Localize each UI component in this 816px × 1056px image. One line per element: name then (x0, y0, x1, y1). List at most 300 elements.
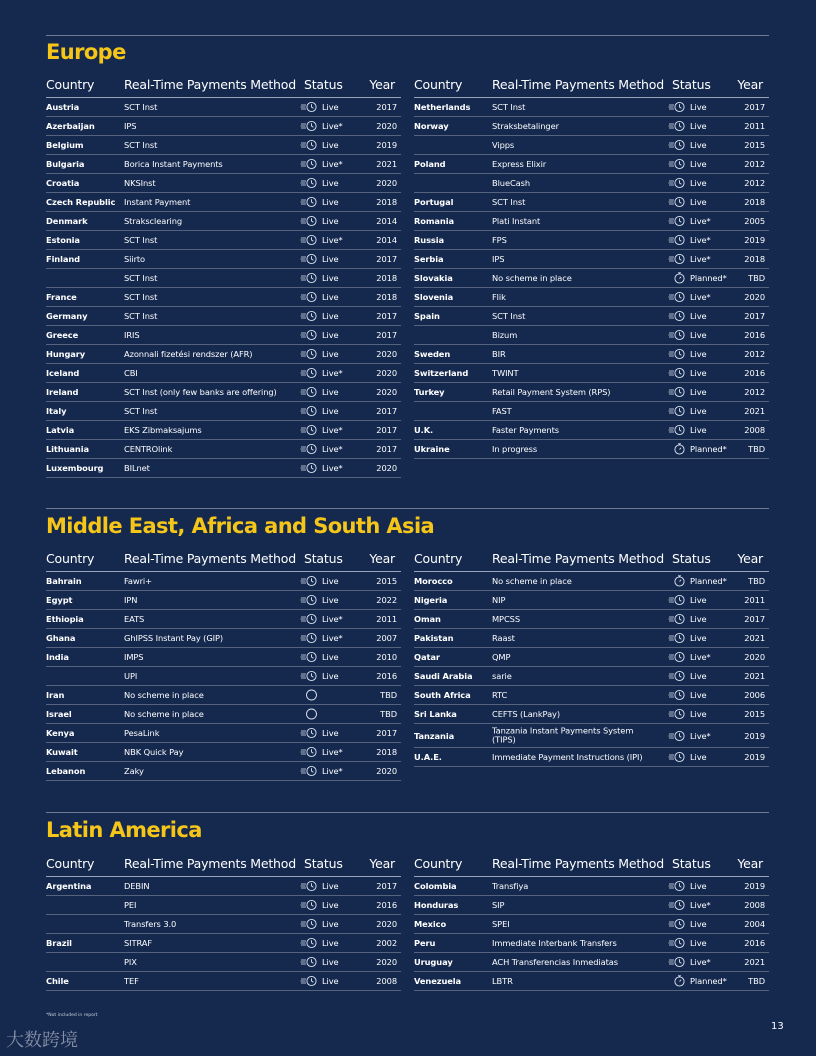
year-cell: 2010 (376, 652, 397, 662)
table-row (46, 288, 401, 307)
table-row (414, 269, 769, 288)
page-number: 13 (771, 1021, 784, 1032)
method-cell: Zaky (124, 766, 144, 776)
header-status: Status (672, 551, 711, 566)
live-status-icon (300, 348, 318, 360)
year-cell: 2008 (744, 425, 765, 435)
table-row (46, 705, 401, 724)
method-cell: ACH Transferencias Inmediatas (492, 957, 618, 967)
table-row (46, 915, 401, 934)
live-icon (668, 386, 686, 398)
method-cell: Instant Payment (124, 197, 191, 207)
header-method: Real-Time Payments Method (124, 856, 296, 871)
year-cell: 2017 (376, 102, 397, 112)
method-cell: DEBIN (124, 881, 150, 891)
live-status-icon (300, 918, 318, 930)
live-status-icon (668, 670, 686, 682)
table-row (46, 250, 401, 269)
year-cell: 2022 (376, 595, 397, 605)
status-cell: Planned* (690, 976, 727, 986)
status-cell: Live (322, 102, 339, 112)
table-europe-left (46, 72, 401, 478)
live-icon (668, 651, 686, 663)
method-cell: BIR (492, 349, 506, 359)
year-cell: 2017 (744, 614, 765, 624)
status-cell: Live* (322, 633, 343, 643)
table-row (414, 591, 769, 610)
year-cell: 2020 (376, 121, 397, 131)
table-row (414, 117, 769, 136)
status-cell: Live (322, 387, 339, 397)
method-cell: RTC (492, 690, 508, 700)
method-cell: NKSInst (124, 178, 156, 188)
year-cell: 2016 (744, 330, 765, 340)
header-country: Country (414, 856, 463, 871)
table-row (46, 591, 401, 610)
year-cell: 2020 (376, 463, 397, 473)
header-method: Real-Time Payments Method (492, 551, 664, 566)
status-cell: Live (322, 292, 339, 302)
country-cell: Turkey (414, 387, 445, 397)
live-status-icon (668, 632, 686, 644)
status-cell: Live* (322, 159, 343, 169)
live-icon (668, 918, 686, 930)
header-country: Country (46, 856, 95, 871)
live-status-icon (668, 329, 686, 341)
year-cell: 2011 (744, 121, 765, 131)
method-cell: Transfers 3.0 (124, 919, 177, 929)
year-cell: 2020 (376, 957, 397, 967)
table-row (46, 934, 401, 953)
status-cell: Live (322, 652, 339, 662)
status-cell: Live (690, 938, 707, 948)
year-cell: 2019 (744, 752, 765, 762)
table-row (46, 724, 401, 743)
table-row (46, 193, 401, 212)
status-cell: Live (690, 709, 707, 719)
table-row (46, 307, 401, 326)
year-cell: 2012 (744, 178, 765, 188)
status-cell: Live* (690, 254, 711, 264)
status-cell: Live* (322, 444, 343, 454)
live-icon (300, 880, 318, 892)
live-status-icon (668, 751, 686, 763)
live-status-icon (300, 443, 318, 455)
year-cell: 2016 (744, 938, 765, 948)
live-status-icon (300, 329, 318, 341)
country-cell: Luxembourg (46, 463, 104, 473)
method-cell: EATS (124, 614, 145, 624)
header-year: Year (369, 856, 395, 871)
live-icon (668, 613, 686, 625)
live-icon (300, 632, 318, 644)
method-cell: IPN (124, 595, 138, 605)
status-cell: Live* (322, 235, 343, 245)
status-cell: Live (690, 425, 707, 435)
table-row (46, 364, 401, 383)
header-status: Status (304, 551, 343, 566)
live-status-icon (300, 215, 318, 227)
live-status-icon (300, 139, 318, 151)
method-cell: Flik (492, 292, 506, 302)
live-status-icon (300, 234, 318, 246)
country-cell: Norway (414, 121, 449, 131)
header-method: Real-Time Payments Method (124, 551, 296, 566)
country-cell: Oman (414, 614, 441, 624)
live-status-icon (300, 632, 318, 644)
country-cell: Iceland (46, 368, 80, 378)
live-status-icon (668, 880, 686, 892)
status-cell: Live (690, 919, 707, 929)
live-icon (300, 310, 318, 322)
country-cell: Kenya (46, 728, 75, 738)
live-icon (668, 196, 686, 208)
live-icon (300, 443, 318, 455)
year-cell: 2016 (376, 900, 397, 910)
table-row (46, 326, 401, 345)
method-cell: SITRAF (124, 938, 153, 948)
status-cell: Live (322, 671, 339, 681)
country-cell: Pakistan (414, 633, 454, 643)
live-icon (668, 367, 686, 379)
country-cell: Ethiopia (46, 614, 84, 624)
table-header (46, 546, 401, 572)
year-cell: 2017 (376, 881, 397, 891)
header-year: Year (369, 77, 395, 92)
country-cell: Serbia (414, 254, 444, 264)
method-cell: TWINT (492, 368, 519, 378)
year-cell: 2019 (744, 881, 765, 891)
year-cell: 2007 (376, 633, 397, 643)
year-cell: 2008 (376, 976, 397, 986)
live-icon (668, 120, 686, 132)
live-status-icon (300, 367, 318, 379)
header-year: Year (737, 551, 763, 566)
no-scheme-icon (300, 708, 318, 720)
status-cell: Live (322, 728, 339, 738)
method-cell: FPS (492, 235, 507, 245)
live-status-icon (300, 158, 318, 170)
table-row (414, 307, 769, 326)
live-status-icon (300, 899, 318, 911)
status-cell: Live (690, 406, 707, 416)
status-cell: Live (690, 330, 707, 340)
method-cell: SCT Inst (124, 406, 158, 416)
live-status-icon (300, 765, 318, 777)
year-cell: 2021 (744, 633, 765, 643)
year-cell: 2017 (376, 311, 397, 321)
status-cell: Live (322, 273, 339, 283)
live-icon (300, 215, 318, 227)
year-cell: 2008 (744, 900, 765, 910)
live-icon (300, 975, 318, 987)
status-cell: Live (690, 690, 707, 700)
planned-status-icon (668, 443, 686, 455)
live-icon (668, 632, 686, 644)
year-cell: 2018 (744, 197, 765, 207)
country-cell: U.A.E. (414, 752, 442, 762)
header-year: Year (737, 77, 763, 92)
status-cell: Live* (690, 900, 711, 910)
year-cell: 2002 (376, 938, 397, 948)
year-cell: 2015 (376, 576, 397, 586)
live-icon (668, 670, 686, 682)
year-cell: 2017 (376, 425, 397, 435)
year-cell: 2021 (744, 406, 765, 416)
watermark: 大数跨境 (6, 1030, 78, 1051)
year-cell: 2021 (744, 671, 765, 681)
country-cell: France (46, 292, 77, 302)
year-cell: 2016 (744, 368, 765, 378)
live-icon (300, 291, 318, 303)
method-cell: Siirto (124, 254, 146, 264)
method-cell: Express Elixir (492, 159, 547, 169)
country-cell: Iran (46, 690, 65, 700)
status-cell: Live (690, 881, 707, 891)
table-row (46, 686, 401, 705)
status-cell: Live (322, 957, 339, 967)
country-cell: Kuwait (46, 747, 78, 757)
status-cell: Live (322, 254, 339, 264)
live-icon (668, 751, 686, 763)
table-row (414, 915, 769, 934)
table-row (46, 896, 401, 915)
live-status-icon (300, 746, 318, 758)
table-row (46, 402, 401, 421)
live-status-icon (668, 253, 686, 265)
status-cell: Live* (690, 652, 711, 662)
table-row (414, 705, 769, 724)
year-cell: 2019 (744, 730, 765, 741)
year-cell: 2021 (744, 957, 765, 967)
live-icon (668, 253, 686, 265)
country-cell: Nigeria (414, 595, 448, 605)
table-header (46, 72, 401, 98)
live-icon (668, 880, 686, 892)
method-cell: NBK Quick Pay (124, 747, 184, 757)
header-status: Status (304, 856, 343, 871)
method-cell: sarie (492, 671, 512, 681)
method-cell: No scheme in place (492, 273, 572, 283)
live-status-icon (300, 956, 318, 968)
table-row (414, 748, 769, 767)
country-cell: Finland (46, 254, 81, 264)
live-icon (300, 158, 318, 170)
live-icon (300, 177, 318, 189)
year-cell: 2021 (376, 159, 397, 169)
method-cell: IPS (124, 121, 137, 131)
section-rule-europe (46, 35, 769, 36)
table-header (46, 851, 401, 877)
country-cell: Slovakia (414, 273, 453, 283)
live-icon (668, 329, 686, 341)
status-cell: Live (690, 178, 707, 188)
header-method: Real-Time Payments Method (492, 856, 664, 871)
year-cell: 2018 (376, 197, 397, 207)
table-row (414, 724, 769, 748)
year-cell: 2017 (376, 406, 397, 416)
country-cell: Honduras (414, 900, 459, 910)
live-icon (300, 727, 318, 739)
status-cell: Live (690, 121, 707, 131)
table-row (414, 667, 769, 686)
table-row (414, 648, 769, 667)
year-cell: 2020 (376, 919, 397, 929)
live-status-icon (300, 177, 318, 189)
year-cell: 2020 (376, 368, 397, 378)
live-status-icon (300, 386, 318, 398)
country-cell: Sweden (414, 349, 451, 359)
country-cell: Lebanon (46, 766, 86, 776)
table-row (414, 572, 769, 591)
section-title-latam: Latin America (46, 818, 202, 842)
planned-status-icon (668, 575, 686, 587)
country-cell: Russia (414, 235, 445, 245)
header-year: Year (737, 856, 763, 871)
table-row (414, 953, 769, 972)
country-cell: Colombia (414, 881, 457, 891)
table-row (414, 136, 769, 155)
live-icon (300, 462, 318, 474)
year-cell: 2020 (376, 387, 397, 397)
status-cell: Live (322, 406, 339, 416)
table-header (414, 72, 769, 98)
live-status-icon (668, 651, 686, 663)
country-cell: Peru (414, 938, 436, 948)
year-cell: 2005 (744, 216, 765, 226)
status-cell: Live (690, 595, 707, 605)
year-cell: TBD (748, 976, 765, 986)
country-cell: U.K. (414, 425, 434, 435)
status-cell: Live* (322, 463, 343, 473)
method-cell: CBI (124, 368, 138, 378)
method-cell: Tanzania Instant Payments System (TIPS) (492, 725, 634, 745)
status-cell: Live (322, 349, 339, 359)
live-status-icon (300, 101, 318, 113)
live-status-icon (668, 405, 686, 417)
country-cell: Netherlands (414, 102, 471, 112)
header-country: Country (46, 77, 95, 92)
country-cell: Belgium (46, 140, 84, 150)
footnote: *Not included in report (46, 1013, 98, 1018)
section-title-measa: Middle East, Africa and South Asia (46, 514, 435, 538)
live-icon (300, 405, 318, 417)
country-cell: Bahrain (46, 576, 82, 586)
year-cell: 2020 (744, 292, 765, 302)
table-row (46, 269, 401, 288)
method-cell: CENTROlink (124, 444, 173, 454)
country-cell: Portugal (414, 197, 454, 207)
status-cell: Live (322, 178, 339, 188)
table-row (46, 762, 401, 781)
table-row (414, 629, 769, 648)
table-row (46, 212, 401, 231)
method-cell: Azonnali fizetési rendszer (AFR) (124, 349, 253, 359)
status-cell: Planned* (690, 444, 727, 454)
method-cell: SCT Inst (492, 102, 526, 112)
country-cell: Tanzania (414, 730, 455, 741)
year-cell: 2020 (376, 178, 397, 188)
status-cell: Live (322, 311, 339, 321)
year-cell: 2012 (744, 159, 765, 169)
status-cell: Live (322, 881, 339, 891)
live-status-icon (300, 405, 318, 417)
method-cell: SCT Inst (492, 311, 526, 321)
country-cell: Bulgaria (46, 159, 85, 169)
year-cell: 2020 (376, 349, 397, 359)
method-cell: UPI (124, 671, 138, 681)
table-measa-left (46, 546, 401, 781)
table-row (414, 98, 769, 117)
status-cell: Live (690, 368, 707, 378)
status-cell: Live (690, 102, 707, 112)
method-cell: GhIPSS Instant Pay (GIP) (124, 633, 224, 643)
live-status-icon (668, 139, 686, 151)
method-cell: EKS Zibmaksajums (124, 425, 202, 435)
year-cell: 2017 (744, 311, 765, 321)
country-cell: Chile (46, 976, 69, 986)
table-row (46, 743, 401, 762)
status-cell: Live (690, 614, 707, 624)
table-europe-right (414, 72, 769, 459)
live-status-icon (668, 899, 686, 911)
live-icon (300, 651, 318, 663)
table-row (46, 231, 401, 250)
table-row (46, 421, 401, 440)
live-icon (668, 689, 686, 701)
country-cell: India (46, 652, 69, 662)
live-status-icon (300, 880, 318, 892)
live-icon (300, 937, 318, 949)
status-cell: Live* (690, 730, 711, 741)
method-cell: LBTR (492, 976, 513, 986)
live-icon (300, 899, 318, 911)
status-cell: Planned* (690, 273, 727, 283)
table-row (46, 98, 401, 117)
country-cell: Spain (414, 311, 440, 321)
status-cell: Live (322, 595, 339, 605)
method-cell: Bizum (492, 330, 518, 340)
country-cell: Lithuania (46, 444, 89, 454)
header-year: Year (369, 551, 395, 566)
country-cell: Italy (46, 406, 67, 416)
country-cell: Sri Lanka (414, 709, 457, 719)
country-cell: South Africa (414, 690, 471, 700)
table-row (46, 117, 401, 136)
method-cell: SCT Inst (only few banks are offering) (124, 387, 277, 397)
year-cell: 2018 (376, 273, 397, 283)
method-cell: Immediate Payment Instructions (IPI) (492, 752, 643, 762)
status-cell: Live (322, 576, 339, 586)
live-status-icon (668, 310, 686, 322)
status-cell: Live* (690, 235, 711, 245)
live-icon (300, 272, 318, 284)
live-icon (300, 367, 318, 379)
live-icon (300, 329, 318, 341)
status-cell: Live (322, 197, 339, 207)
year-cell: 2012 (744, 349, 765, 359)
live-icon (300, 386, 318, 398)
live-icon (300, 918, 318, 930)
live-status-icon (300, 120, 318, 132)
header-method: Real-Time Payments Method (124, 77, 296, 92)
status-cell: Live (322, 216, 339, 226)
status-cell: Live* (690, 957, 711, 967)
country-cell: Azerbaijan (46, 121, 95, 131)
header-status: Status (304, 77, 343, 92)
table-row (414, 193, 769, 212)
table-row (414, 972, 769, 991)
